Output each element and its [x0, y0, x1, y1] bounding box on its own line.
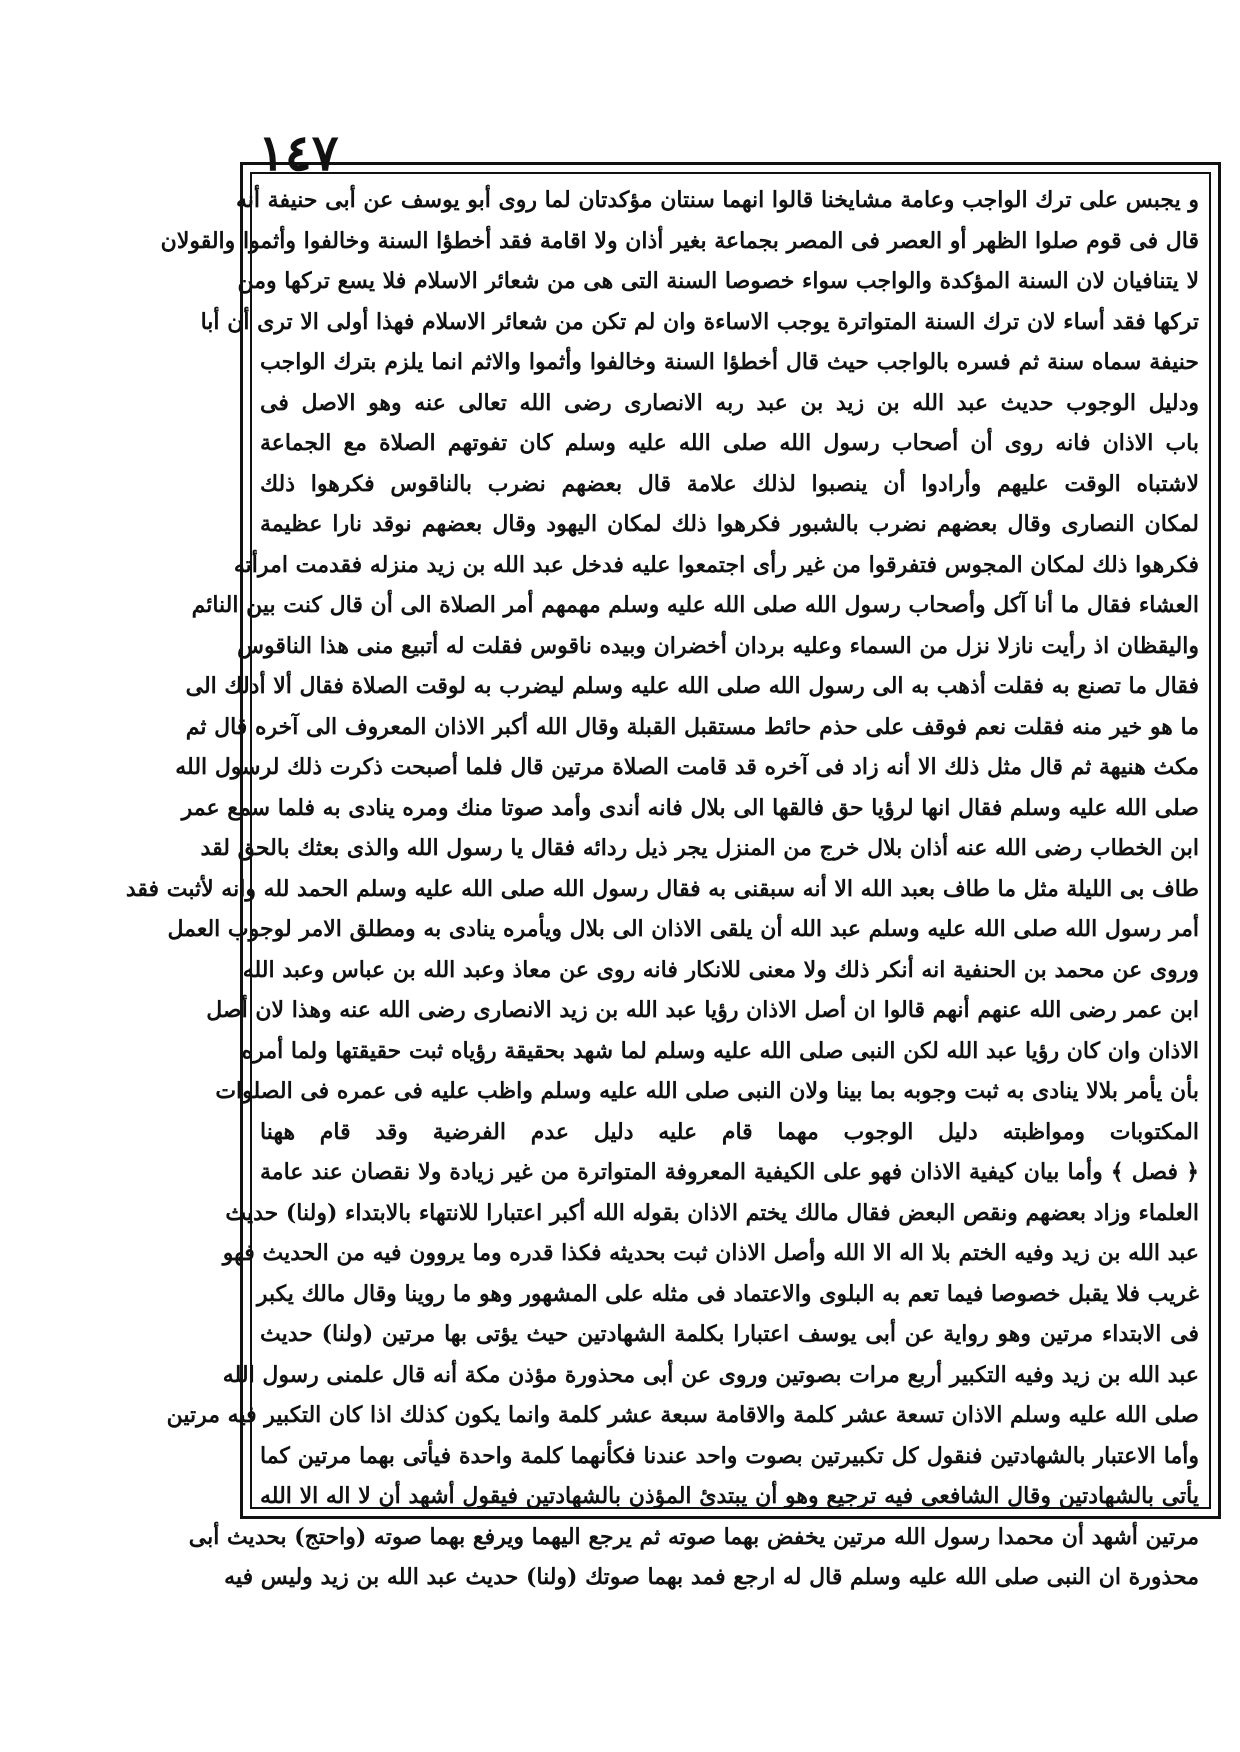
text-line: مكث هنيهة ثم قال مثل ذلك الا أنه زاد فى آخره قد قامت الصلاة مرتين قال فلما أصبحت ذكرت ذلك لرسول الله: [175, 754, 1199, 780]
text-line: صلى الله عليه وسلم الاذان تسعة عشر كلمة والاقامة سبعة عشر كلمة وانما يكون كذلك اذا كان التكبير فيه مرتين: [166, 1402, 1199, 1428]
text-line: لاشتباه الوقت عليهم وأرادوا أن ينصبوا لذلك علامة قال بعضهم نضرب بالناقوس فكرهوا ذلك: [260, 470, 1199, 497]
text-line: يأتى بالشهادتين وقال الشافعى فيه ترجيع وهو أن يبتدئ المؤذن بالشهادتين فيقول أشهد أن لا اله الا الله: [260, 1483, 1199, 1509]
text-line: وأما الاعتبار بالشهادتين فنقول كل تكبيرتين بصوت واحد عندنا فكأنهما كلمة واحدة فيأتى بهما مرتين كما: [260, 1442, 1199, 1469]
text-line: فكرهوا ذلك لمكان المجوس فتفرقوا من غير رأى اجتمعوا عليه فدخل عبد الله بن زيد منزله فقدمت امرأته: [233, 551, 1199, 578]
text-line: وروى عن محمد بن الحنفية انه أنكر ذلك ولا معنى للانكار فانه روى عن معاذ وعبد الله بن عباس وعبد الله: [242, 956, 1199, 983]
text-line: العشاء فقال ما أنا آكل وأصحاب رسول الله صلى الله عليه وسلم مهمهم أمر الصلاة الى أن قال كنت بين النائم: [191, 592, 1199, 618]
text-line: حنيفة سماه سنة ثم فسره بالواجب حيث قال أخطؤا السنة وخالفوا وأثموا والاثم انما يلزم بترك الواجب: [260, 349, 1199, 375]
text-line: مرتين أشهد أن محمدا رسول الله مرتين يخفض بهما صوته ثم يرجع اليهما ويرفع بهما صوته (واحتج) بحديث أبى: [188, 1523, 1199, 1550]
section-heading-line: ﴿ فصل ﴾ وأما بيان كيفية الاذان فهو على الكيفية المعروفة المتواترة من غير زيادة ولا نقصان عند عامة: [260, 1159, 1199, 1185]
body-text: [125, 180, 1199, 1598]
text-line: و يجبس على ترك الواجب وعامة مشايخنا قالوا انهما سنتان مؤكدتان لما روى أبو يوسف عن أبى حنيفة أنه: [235, 187, 1199, 213]
text-line: محذورة ان النبى صلى الله عليه وسلم قال له ارجع فمد بهما صوتك (ولنا) حديث عبد الله بن زيد وليس فيه: [224, 1564, 1199, 1590]
text-line: لمكان النصارى وقال بعضهم نضرب بالشبور فكرهوا ذلك لمكان اليهود وقال بعضهم نوقد نارا عظيمة: [260, 511, 1199, 537]
text-line: عبد الله بن زيد وفيه التكبير أربع مرات بصوتين وروى عن أبى محذورة مؤذن مكة أنه قال علمنى رسول الله: [222, 1361, 1199, 1388]
text-line: واليقظان اذ رأيت نازلا نزل من السماء وعليه بردان أخضران وبيده ناقوس فقلت له أتبيع منى هذا الناقوس: [237, 632, 1199, 659]
text-line: عبد الله بن زيد وفيه الختم بلا اله الا الله وأصل الاذان ثبت بحديثه فكذا قدره وما يروون فيه من الحديث فهو: [222, 1240, 1199, 1266]
page-number: ١٤٧: [258, 123, 339, 182]
text-line: غريب فلا يقبل خصوصا فيما تعم به البلوى والاعتماد فى مثله على المشهور وهو ما روينا وقال مالك يكبر: [256, 1280, 1199, 1307]
text-line: لا يتنافيان لان السنة المؤكدة والواجب سواء خصوصا السنة التى هى من شعائر الاسلام فلا يسع تركها ومن: [237, 268, 1199, 294]
text-line: المكتوبات ومواظبته دليل الوجوب مهما قام عليه دليل عدم الفرضية وقد قام ههنا: [260, 1118, 1199, 1145]
text-line: تركها فقد أساء لان ترك السنة المتواترة يوجب الاساءة وان لم تكن من شعائر الاسلام فهذا أولى الا ترى أن أبا: [200, 308, 1199, 335]
text-line: ودليل الوجوب حديث عبد الله بن زيد بن عبد ربه الانصارى رضى الله تعالى عنه وهو الاصل فى: [260, 389, 1199, 416]
text-line: أمر رسول الله صلى الله عليه وسلم عبد الله أن يلقى الاذان الى بلال ويأمره ينادى به ومطلق الامر لوجوب العمل: [167, 916, 1199, 942]
text-line: ما هو خير منه فقلت نعم فوقف على حذم حائط مستقبل القبلة وقال الله أكبر الاذان المعروف الى آخره قال ثم: [185, 713, 1199, 740]
text-line: ابن عمر رضى الله عنهم أنهم قالوا ان أصل الاذان رؤيا عبد الله بن زيد الانصارى رضى الله عنه وهذا لان أصل: [206, 997, 1199, 1023]
text-line: باب الاذان فانه روى أن أصحاب رسول الله صلى الله عليه وسلم كان تفوتهم الصلاة مع الجماعة: [260, 430, 1199, 456]
page-frame-inner: [125, 172, 1211, 1590]
text-line: قال فى قوم صلوا الظهر أو العصر فى المصر بجماعة بغير أذان ولا اقامة فقد أخطؤا السنة وخالفوا وأثموا والقولان: [160, 227, 1199, 254]
text-line: فى الابتداء مرتين وهو رواية عن أبى يوسف اعتبارا بكلمة الشهادتين حيث يؤتى بها مرتين (ولنا) حديث: [260, 1321, 1199, 1347]
text-line: بأن يأمر بلالا ينادى به ثبت وجوبه بما بينا ولان النبى صلى الله عليه وسلم واظب عليه فى عمره فى الصلوات: [215, 1078, 1199, 1104]
text-line: طاف بى الليلة مثل ما طاف بعبد الله الا أنه سبقنى به فقال رسول الله صلى الله عليه وسلم الحمد لله وانه لأثبت فقد: [125, 875, 1199, 902]
text-line: صلى الله عليه وسلم فقال انها لرؤيا حق فالقها الى بلال فانه أندى وأمد صوتا منك ومره ينادى به فلما سمع عمر: [181, 794, 1199, 821]
text-line: الاذان وان كان رؤيا عبد الله لكن النبى صلى الله عليه وسلم لما شهد بحقيقة رؤياه ثبت حقيقتها ولما أمره: [241, 1037, 1199, 1064]
text-line: فقال ما تصنع به فقلت أذهب به الى رسول الله صلى الله عليه وسلم ليضرب به لوقت الصلاة فقال ألا أدلك الى: [185, 673, 1199, 699]
text-line: ابن الخطاب رضى الله عنه أذان بلال خرج من المنزل يجر ذيل ردائه فقال يا رسول الله والذى بعثك بالحق لقد: [200, 835, 1199, 861]
text-line: العلماء وزاد بعضهم ونقص البعض فقال مالك يختم الاذان بقوله الله أكبر اعتبارا للانتهاء بالابتداء (ولنا) حديث: [225, 1199, 1199, 1226]
